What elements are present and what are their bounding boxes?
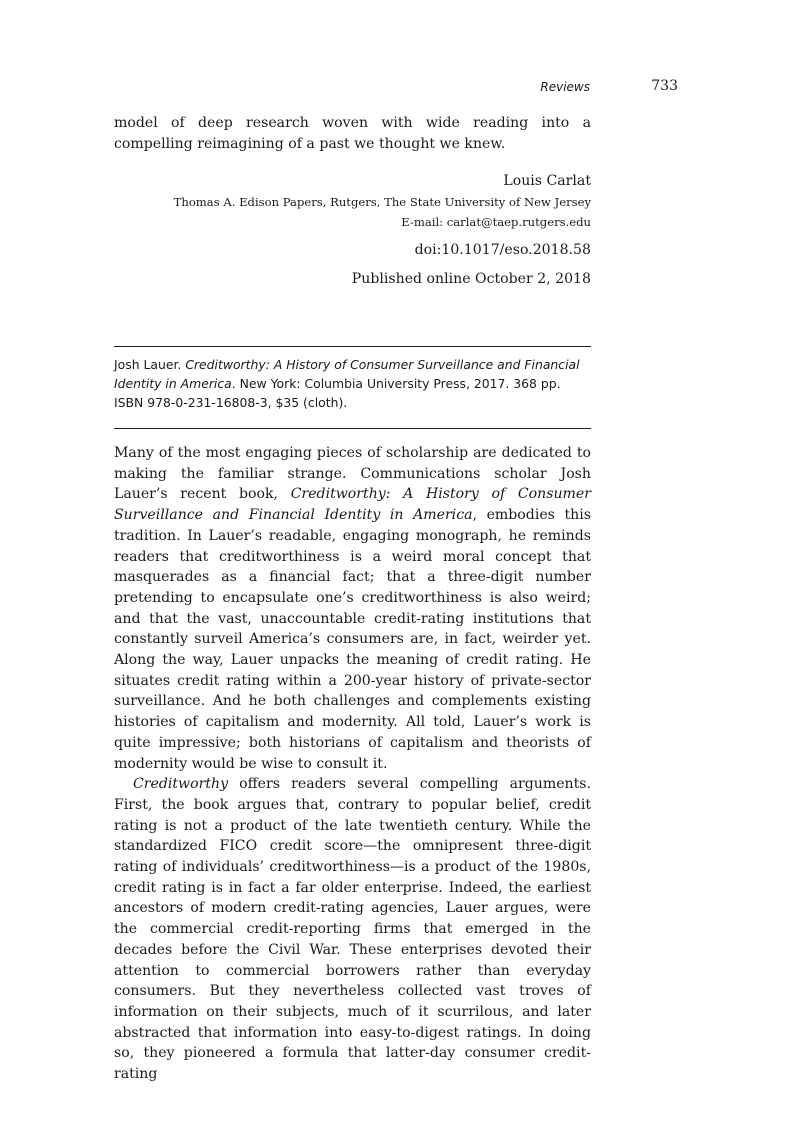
citation-author: Josh Lauer. [114, 357, 182, 372]
publication-date: Published online October 2, 2018 [351, 271, 591, 287]
paragraph-1-text-a: Many of the most engaging pieces of scholarship are dedicated to making the familiar strange. Communications scholar Josh Lauer’s recent book, [114, 445, 591, 503]
reviewer-affiliation: Thomas A. Edison Papers, Rutgers, The State University of New Jersey [173, 195, 591, 209]
previous-review-ending [114, 113, 591, 154]
paragraph-2-text: offers readers several compelling arguments. First, the book argues that, contrary to popular belief, credit rating is not a product of the late twentieth century. While the standardized FICO credit score—the omnipresent three-digit rating of individuals’ creditworthiness—is a product of the 1980s, credit rating is in fact a far older enterprise. Indeed, the earliest ancestors of modern credit-rating agencies, Lauer argues, were the commercial credit-reporting firms that emerged in the decades before the Civil War. These enterprises devoted their attention to commercial borrowers rather than everyday consumers. But they nevertheless collected vast troves of information on their subjects, much of it scurrilous, and later abstracted that information into easy-to-digest ratings. In doing so, they pioneered a formula that latter-day consumer credit-rating [114, 776, 591, 1083]
citation-publisher: . New York: Columbia University Press, 2017. 368 pp. ISBN 978-0-231-16808-3, $35 (cloth). [114, 376, 561, 410]
citation-rule-bottom [114, 428, 591, 429]
citation-title: Creditworthy: A History of Consumer Surveillance and Financial Identity in America [114, 357, 580, 391]
citation-rule-top [114, 346, 591, 347]
running-head: Reviews [540, 80, 590, 94]
paragraph-1 [114, 443, 591, 774]
paragraph-1-book-title: Creditworthy: A History of Consumer Surveillance and Financial Identity in America [114, 486, 591, 524]
paragraph-1-text-b: , embodies this tradition. In Lauer’s readable, engaging monograph, he reminds readers that creditworthiness is a weird moral concept that masquerades as a financial fact; that a three-digit number pretending to encapsulate one’s creditworthiness is also weird; and that the vast, unaccountable credit-rating institutions that constantly surveil America’s consumers are, in fact, weirder yet. Along the way, Lauer unpacks the meaning of credit rating. He situates credit rating within a 200-year history of private-sector surveillance. And he both challenges and complements existing histories of capitalism and modernity. All told, Lauer’s work is quite impressive; both historians of capitalism and theorists of modernity would be wise to consult it. [114, 507, 591, 772]
paragraph-2-book-title: Creditworthy [133, 776, 229, 793]
continuation-text: model of deep research woven with wide reading into a compelling reimagining of a past we thought we knew. [114, 115, 591, 152]
reviewer-name: Louis Carlat [503, 173, 591, 189]
doi: doi:10.1017/eso.2018.58 [414, 242, 591, 258]
reviewer-email: E-mail: carlat@taep.rutgers.edu [401, 215, 591, 229]
review-body [114, 443, 591, 1085]
paragraph-2 [114, 774, 591, 1085]
page-number: 733 [651, 78, 678, 94]
page-header [114, 78, 678, 98]
book-citation [114, 355, 591, 412]
